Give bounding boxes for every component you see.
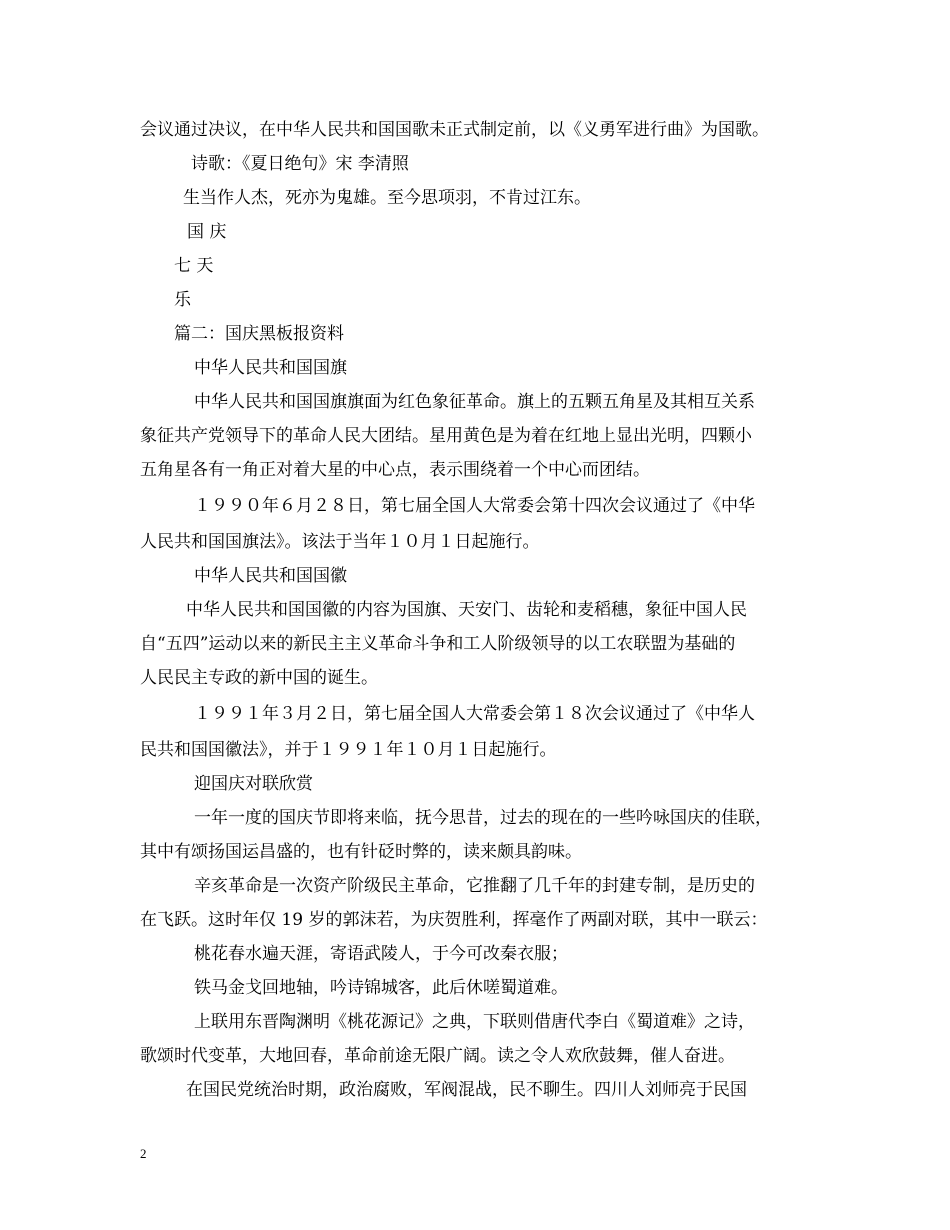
text-line: 一年一度的国庆节即将来临，抚今思昔，过去的现在的一些吟咏国庆的佳联， — [194, 808, 772, 828]
poem-text: 生当作人杰，死亦为鬼雄。至今思项羽，不肯过江东。 — [183, 188, 591, 208]
text-line: 中华人民共和国国徽的内容为国旗、天安门、齿轮和麦稻穗，象征中国人民 — [186, 600, 747, 620]
couplet-line: 铁马金戈回地轴，吟诗锦城客，此后休嗟蜀道难。 — [194, 978, 568, 998]
text-line: 中华人民共和国国旗旗面为红色象征革命。旗上的五颗五角星及其相互关系 — [194, 392, 755, 412]
poem-title: 诗歌：《夏日绝句》宋 李清照 — [191, 154, 409, 174]
text-line: 国 庆 — [187, 222, 227, 242]
text-line: 辛亥革命是一次资产阶级民主革命，它推翻了几千年的封建专制，是历史的 — [194, 876, 755, 896]
text-line: 乐 — [174, 290, 191, 310]
text-line: 七 天 — [174, 256, 214, 276]
text-line: １９９１年３月２日，第七届全国人大常委会第１８次会议通过了《中华人 — [194, 704, 755, 724]
text-line: 上联用东晋陶渊明《桃花源记》之典，下联则借唐代李白《蜀道难》之诗， — [194, 1012, 755, 1032]
subsection-heading: 中华人民共和国国徽 — [194, 566, 347, 586]
text-line: 自“五四”运动以来的新民主主义革命斗争和工人阶级领导的以工农联盟为基础的 — [140, 634, 736, 654]
text-line: 其中有颂扬国运昌盛的，也有针砭时弊的，读来颇具韵味。 — [140, 842, 582, 862]
text-line: 会议通过决议，在中华人民共和国国歌未正式制定前，以《义勇军进行曲》为国歌。 — [140, 120, 769, 140]
subsection-heading: 中华人民共和国国旗 — [194, 358, 347, 378]
text-line: 民共和国国徽法》，并于１９９１年１０月１日起施行。 — [140, 740, 557, 760]
couplet-line: 桃花春水遍天涯，寄语武陵人，于今可改秦衣服； — [194, 944, 568, 964]
text-line: 人民共和国国旗法》。该法于当年１０月１日起施行。 — [140, 532, 540, 552]
section-heading: 篇二：国庆黑板报资料 — [174, 324, 344, 344]
page-number: 2 — [140, 1146, 147, 1161]
text-line: 象征共产党领导下的革命人民大团结。星用黄色是为着在红地上显出光明，四颗小 — [140, 426, 752, 446]
text-line: １９９０年６月２８日，第七届全国人大常委会第十四次会议通过了《中华 — [194, 496, 755, 516]
text-line: 五角星各有一角正对着大星的中心点，表示围绕着一个中心而团结。 — [140, 460, 650, 480]
text-line: 人民民主专政的新中国的诞生。 — [140, 668, 378, 688]
text-line: 在飞跃。这时年仅 19 岁的郭沫若，为庆贺胜利，挥毫作了两副对联，其中一联云： — [140, 910, 768, 930]
text-line: 在国民党统治时期，政治腐败，军阀混战，民不聊生。四川人刘师亮于民国 — [186, 1080, 747, 1100]
subsection-heading: 迎国庆对联欣赏 — [194, 774, 313, 794]
text-line: 歌颂时代变革，大地回春，革命前途无限广阔。读之令人欢欣鼓舞，催人奋进。 — [140, 1046, 735, 1066]
